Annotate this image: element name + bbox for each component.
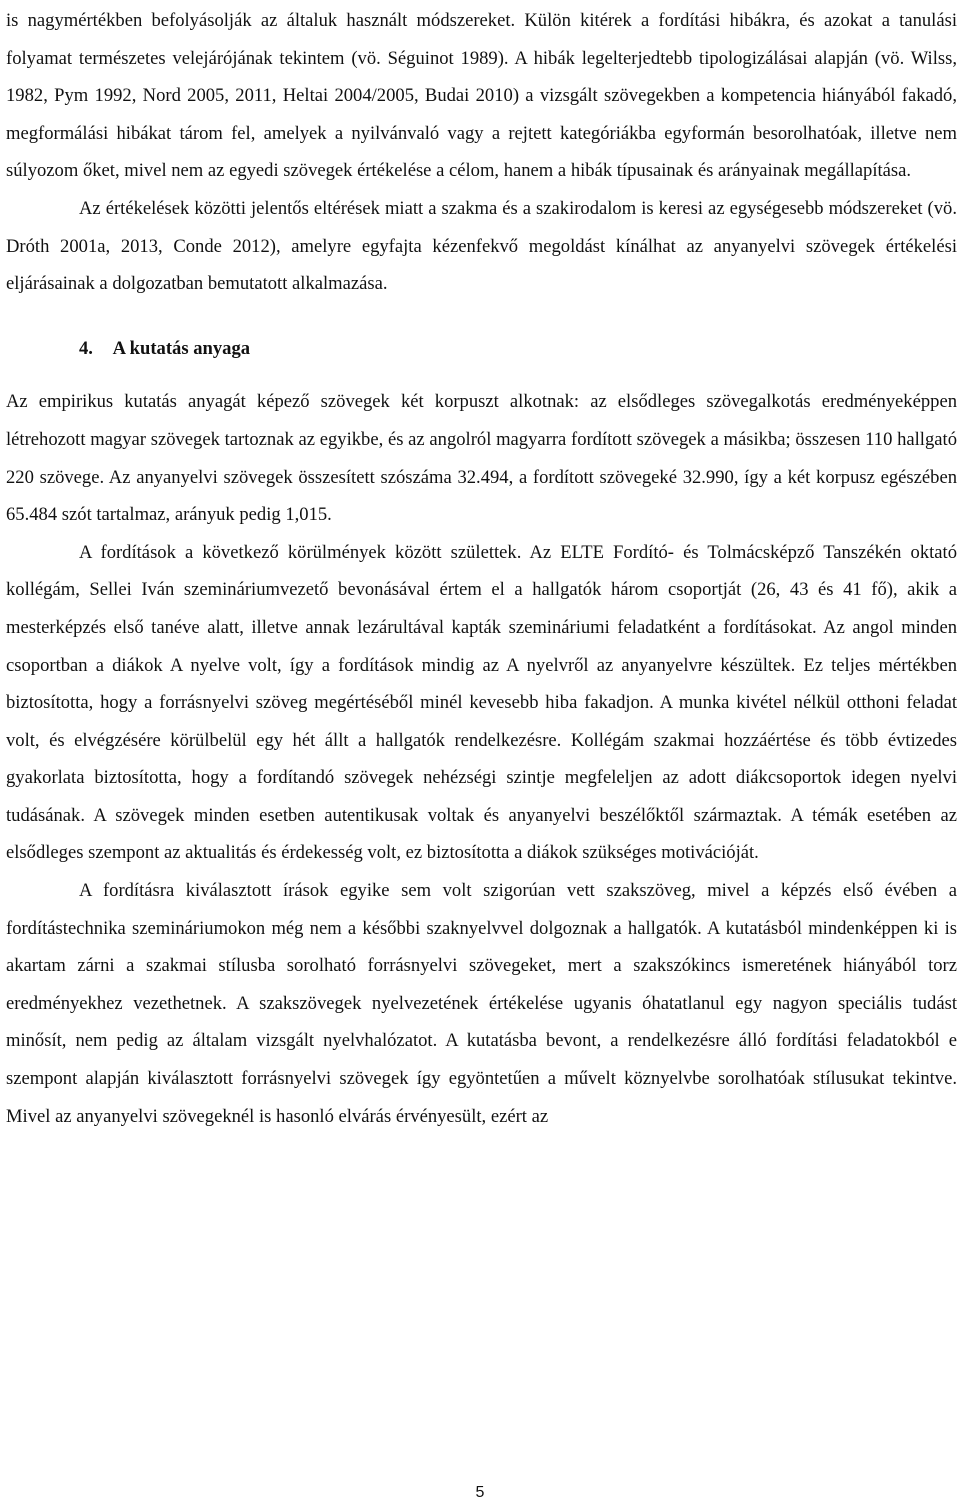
body-paragraph: A fordításra kiválasztott írások egyike sem volt szigorúan vett szakszöveg, mivel a képzés első évében a fordítástechnika szemináriumokon még nem a későbbi szaknyelvvel dolgoznak a hallgatók. A kutatásból mindenképpen ki is akartam zárni a szakmai stílusba sorolható forrásnyelvi szövegeket, mert a szakszókincs ismeretének hiányából torz eredményekhez vezethetnek. A szakszövegek nyelvezetének értékelése ugyanis óhatatlanul egy nagyon speciális tudást minősít, nem pedig az általam vizsgált nyelvhalózatot. A kutatásba bevont, a rendelkezésre álló fordítási feladatokból e szempont alapján kiválasztott forrásnyelvi szövegek így egyöntetűen a művelt köznyelvbe sorolhatóak stílusukat tekintve. Mivel az anyanyelvi szövegeknél is hasonló elvárás érvényesült, ezért az (6, 880, 957, 1127)
page-number: 5 (475, 1484, 485, 1501)
body-paragraph: Az empirikus kutatás anyagát képező szövegek két korpuszt alkotnak: az elsődleges szövegalkotás eredményeképpen létrehozott magyar szövegek tartoznak az egyikbe, és az angolról magyarra fordított szövegek a másikba; összesen 110 hallgató 220 szövege. Az anyanyelvi szövegek összesített szószáma 32.494, a fordított szövegeké 32.990, így a két korpusz egészében 65.484 szót tartalmaz, arányuk pedig 1,015. (6, 391, 957, 526)
body-paragraph: is nagymértékben befolyásolják az általuk használt módszereket. Külön kitérek a fordítási hibákra, és azokat a tanulási folyamat természetes velejárójának tekintem (vö. Séguinot 1989). A hibák legelterjedtebb tipologizálásai alapján (vö. Wilss, 1982, Pym 1992, Nord 2005, 2011, Heltai 2004/2005, Budai 2010) a vizsgált szövegekben a kompetencia hiányából fakadó, megformálási hibákat tárom fel, amelyek a nyilvánvaló vagy a rejtett kategóriákba egyformán besorolhatóak, illetve nem súlyozom őket, mivel nem az egyedi szövegek értékelése a célom, hanem a hibák típusainak és arányainak megállapítása. (6, 10, 957, 182)
body-paragraph: A fordítások a következő körülmények között születtek. Az ELTE Fordító- és Tolmácsképző Tanszékén oktató kollégám, Sellei Iván szemináriumvezető bevonásával értem el a hallgatók három csoportját (26, 43 és 41 fő), akik a mesterképzés első tanéve alatt, illetve annak lezárultával kapták szemináriumi feladatként a fordításokat. Az angol minden csoportban a diákok A nyelve volt, így a fordítások mindig az A nyelvről az anyanyelvre készültek. Ez teljes mértékben biztosította, hogy a forrásnyelvi szöveg megértéséből minél kevesebb hiba fakadjon. A munka kivétel nélkül otthoni feladat volt, és elvégzésére körülbelül egy hét állt a hallgatók rendelkezésre. Kollégám szakmai hozzáértése és több évtizedes gyakorlata biztosította, hogy a fordítandó szövegek nehézségi szintje megfeleljen az adott diákcsoportok idegen nyelvi tudásának. A szövegek minden esetben autentikusak voltak és anyanyelvi beszélőktől származtak. A témák esetében az elsődleges szempont az aktualitás és érdekesség volt, ez biztosította a diákok szükséges motivációját. (6, 541, 957, 864)
section-heading (6, 330, 957, 368)
section-title: A kutatás anyaga (112, 337, 251, 359)
document-page (6, 0, 957, 1135)
body-paragraph: Az értékelések közötti jelentős eltérések miatt a szakma és a szakirodalom is keresi az egységesebb módszereket (vö. Dróth 2001a, 2013, Conde 2012), amelyre egyfajta kézenfekvő megoldást kínálhat az anyanyelvi szövegek értékelési eljárásainak a dolgozatban bemutatott alkalmazása. (6, 197, 957, 295)
section-number: 4. (79, 337, 93, 359)
